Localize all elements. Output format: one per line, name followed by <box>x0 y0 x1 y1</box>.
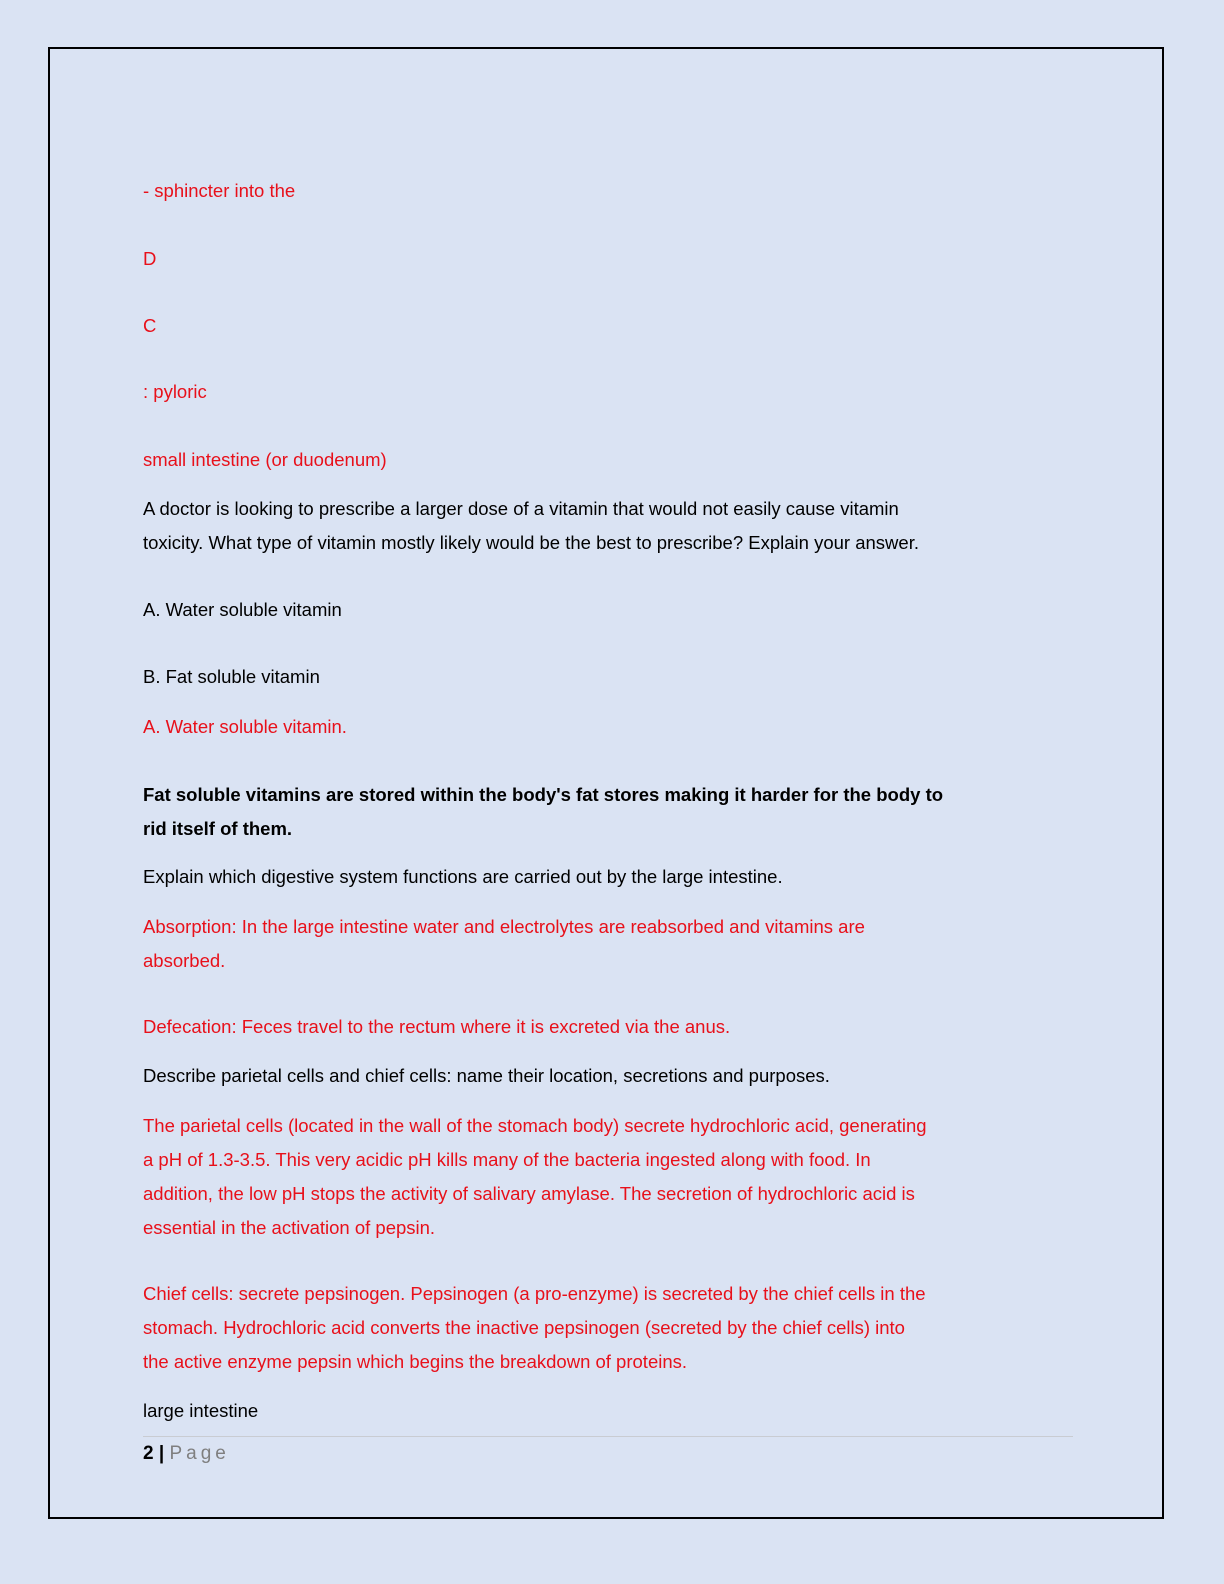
answer-text <box>143 375 207 409</box>
question-text <box>143 860 783 894</box>
option-b <box>143 660 320 694</box>
text-line: small intestine (or duodenum) <box>143 449 387 470</box>
text-line: A. Water soluble vitamin. <box>143 716 347 737</box>
text-line: C <box>143 315 157 336</box>
text-line: toxicity. What type of vitamin mostly likely would be the best to prescribe? Explain your answer. <box>143 532 919 553</box>
text-line: Explain which digestive system functions are carried out by the large intestine. <box>143 866 783 887</box>
text-line: D <box>143 248 157 269</box>
text-line: Defecation: Feces travel to the rectum where it is excreted via the anus. <box>143 1016 731 1037</box>
text-line: A doctor is looking to prescribe a larger dose of a vitamin that would not easily cause vitamin <box>143 498 899 519</box>
option-a <box>143 593 342 627</box>
text-line: Absorption: In the large intestine water and electrolytes are reabsorbed and vitamins are <box>143 916 865 937</box>
footer-divider <box>143 1436 1073 1437</box>
text-line: The parietal cells (located in the wall of the stomach body) secrete hydrochloric acid, generating <box>143 1115 927 1136</box>
page-number: 2 <box>143 1443 154 1464</box>
answer-text <box>143 910 865 978</box>
text-line: the active enzyme pepsin which begins the breakdown of proteins. <box>143 1351 688 1372</box>
answer-text <box>143 1277 926 1379</box>
text-line: absorbed. <box>143 950 226 971</box>
answer-text <box>143 174 295 208</box>
text-line: large intestine <box>143 1400 259 1421</box>
text-line: rid itself of them. <box>143 818 293 839</box>
answer-text <box>143 443 387 477</box>
answer-text <box>143 1010 730 1044</box>
answer-text <box>143 1109 927 1245</box>
page-label: Page <box>169 1443 230 1464</box>
text-line: essential in the activation of pepsin. <box>143 1217 436 1238</box>
text-line: - sphincter into the <box>143 180 296 201</box>
text-line: Chief cells: secrete pepsinogen. Pepsinogen (a pro-enzyme) is secreted by the chief cells in the <box>143 1283 926 1304</box>
question-text <box>143 1059 830 1093</box>
text-line: : pyloric <box>143 381 207 402</box>
answer-text <box>143 309 156 343</box>
text-line: B. Fat soluble vitamin <box>143 666 320 687</box>
text-line: addition, the low pH stops the activity of salivary amylase. The secretion of hydrochloric acid is <box>143 1183 915 1204</box>
page-footer <box>143 1440 230 1468</box>
footer-separator: | <box>158 1443 165 1464</box>
question-text <box>143 492 919 560</box>
body-text <box>143 1394 258 1428</box>
text-line: stomach. Hydrochloric acid converts the inactive pepsinogen (secreted by the chief cells) into <box>143 1317 905 1338</box>
answer-text <box>143 242 156 276</box>
answer-text <box>143 710 347 744</box>
text-line: Fat soluble vitamins are stored within the body's fat stores making it harder for the body to <box>143 784 944 805</box>
text-line: A. Water soluble vitamin <box>143 599 342 620</box>
text-line: Describe parietal cells and chief cells: name their location, secretions and purposes. <box>143 1065 830 1086</box>
explanation-text <box>143 778 943 846</box>
text-line: a pH of 1.3-3.5. This very acidic pH kills many of the bacteria ingested along with food. In <box>143 1149 871 1170</box>
